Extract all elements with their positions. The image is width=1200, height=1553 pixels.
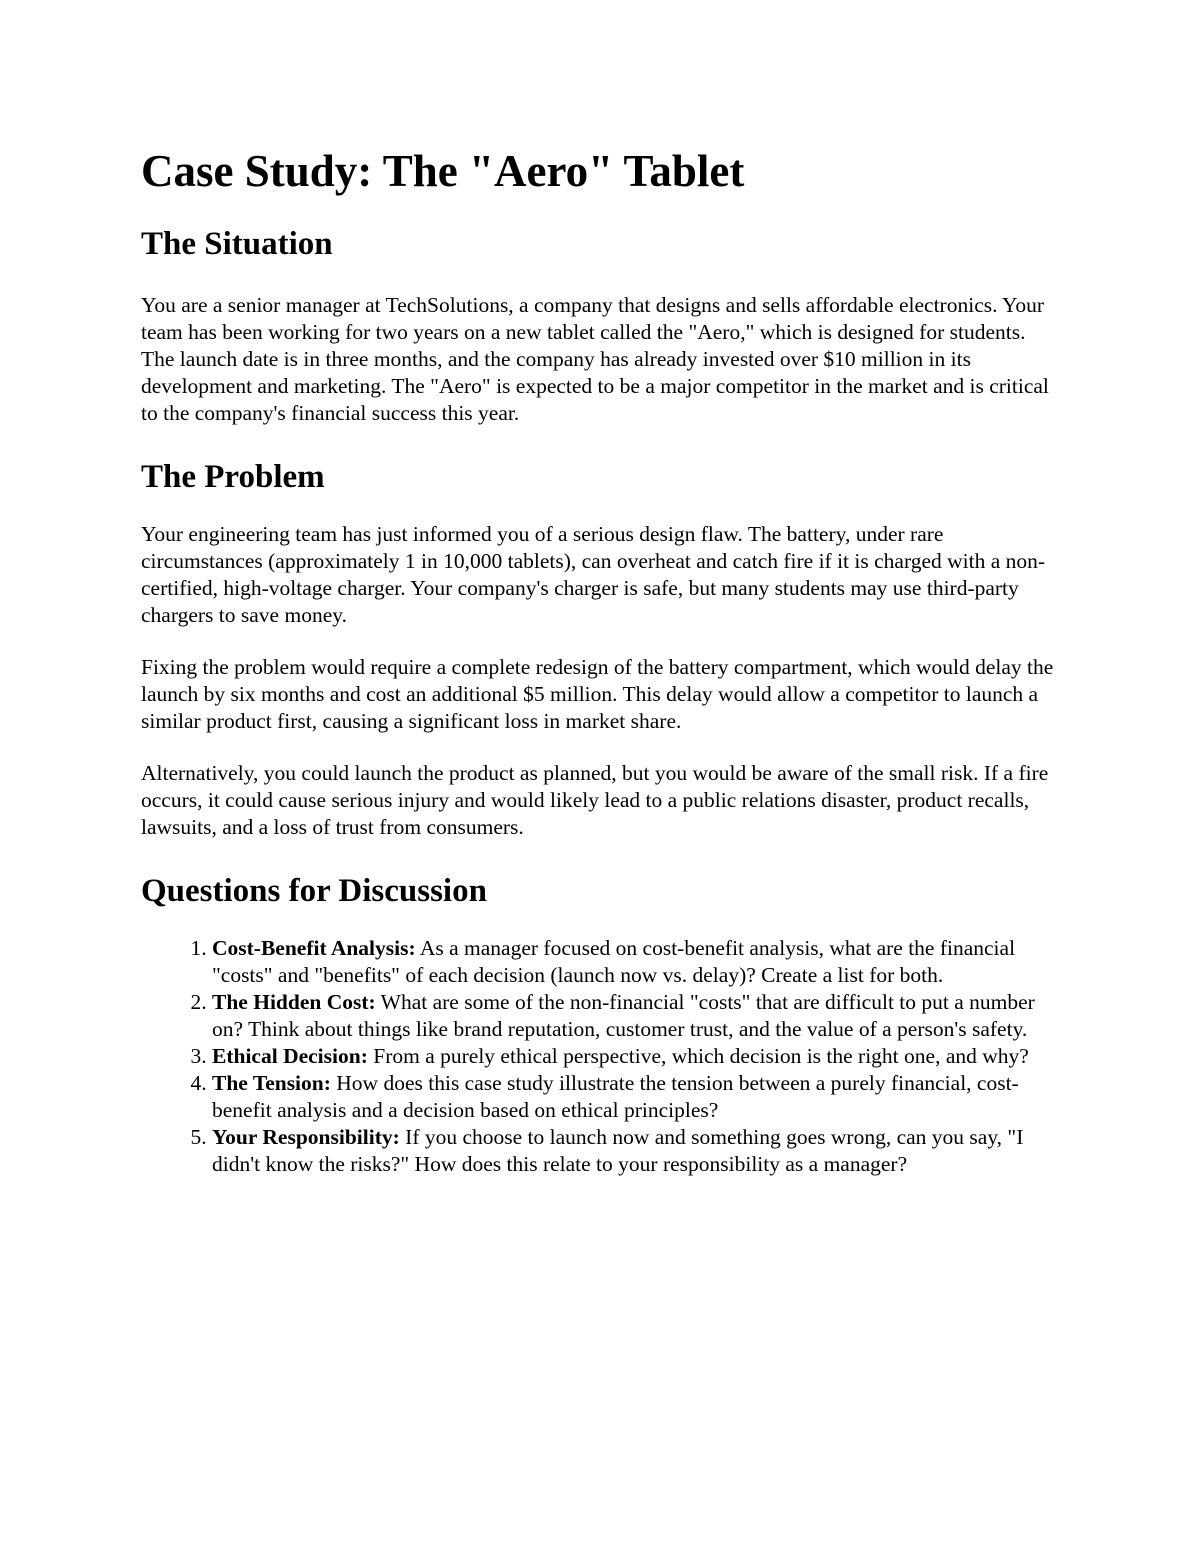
situation-paragraph: You are a senior manager at TechSolutions, a company that designs and sells affordable electronics. Your team has been working for two years on a new tablet called the "Aero," which is designed for students. The launch date is in three months, and the company has already invested over $10 million in its development and marketing. The "Aero" is expected to be a major competitor in the market and is critical to the company's financial success this year. <box>141 293 1049 425</box>
questions-list <box>141 935 1061 1178</box>
question-label: The Tension: <box>212 1071 331 1095</box>
question-item <box>212 935 1061 989</box>
question-label: Cost-Benefit Analysis: <box>212 936 416 960</box>
problem-paragraph-2: Fixing the problem would require a complete redesign of the battery compartment, which would delay the launch by six months and cost an additional $5 million. This delay would allow a competitor to launch a similar product first, causing a significant loss in market share. <box>141 655 1054 733</box>
problem-paragraph-3: Alternatively, you could launch the product as planned, but you would be aware of the small risk. If a fire occurs, it could cause serious injury and would likely lead to a public relations disaster, product recalls, lawsuits, and a loss of trust from consumers. <box>141 761 1049 839</box>
question-item <box>212 989 1061 1043</box>
question-item <box>212 1070 1061 1124</box>
question-label: Your Responsibility: <box>212 1125 400 1149</box>
question-text: What are some of the non-financial "costs" that are difficult to put a number on? Think about things like brand reputation, customer trust, and the value of a person's safety. <box>212 990 1035 1041</box>
question-label: Ethical Decision: <box>212 1044 368 1068</box>
question-text: As a manager focused on cost-benefit analysis, what are the financial "costs" and "benefits" of each decision (launch now vs. delay)? Create a list for both. <box>212 936 1016 987</box>
section-heading-problem: The Problem <box>141 459 325 495</box>
document-page <box>141 140 1061 1178</box>
section-heading-questions: Questions for Discussion <box>141 873 487 909</box>
question-text: From a purely ethical perspective, which decision is the right one, and why? <box>367 1044 1029 1068</box>
document-title: Case Study: The "Aero" Tablet <box>141 146 745 196</box>
problem-paragraph-1: Your engineering team has just informed you of a serious design flaw. The battery, under rare circumstances (approximately 1 in 10,000 tablets), can overheat and catch fire if it is charged with a non-certified, high-voltage charger. Your company's charger is safe, but many students may use third-party chargers to save money. <box>141 522 1046 627</box>
question-label: The Hidden Cost: <box>212 990 376 1014</box>
question-text: How does this case study illustrate the tension between a purely financial, cost-benefit analysis and a decision based on ethical principles? <box>212 1071 1019 1122</box>
question-text: If you choose to launch now and something goes wrong, can you say, "I didn't know the risks?" How does this relate to your responsibility as a manager? <box>212 1125 1024 1176</box>
section-heading-situation: The Situation <box>141 226 333 262</box>
question-item <box>212 1043 1061 1070</box>
question-item <box>212 1124 1061 1178</box>
